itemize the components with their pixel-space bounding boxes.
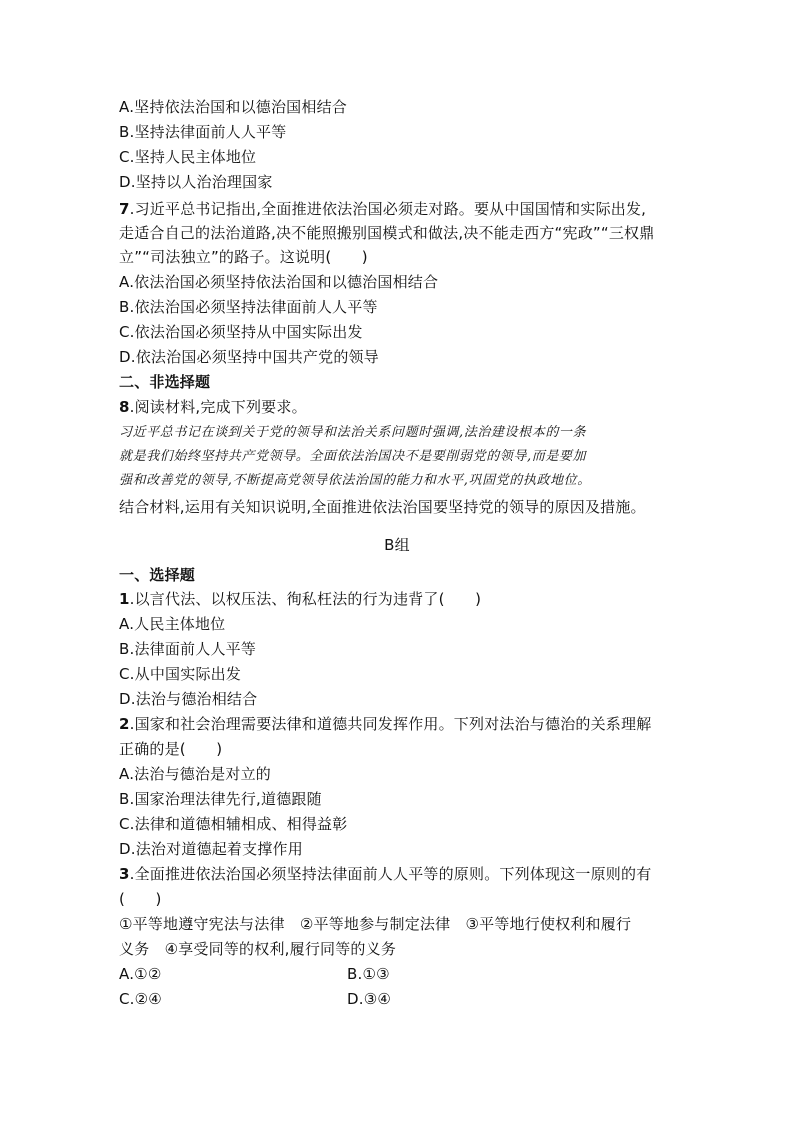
q7-option-b: B.依法治国必须坚持法律面前人人平等 bbox=[119, 298, 378, 316]
q8-stem bbox=[119, 397, 307, 417]
b-q3-option-b: B.①③ bbox=[347, 965, 390, 983]
q7-option-d: D.依法治国必须坚持中国共产党的领导 bbox=[119, 348, 379, 366]
q7-number: 7 bbox=[119, 200, 130, 218]
b-q2-option-a: A.法治与德治是对立的 bbox=[119, 765, 271, 783]
b-q3-options-row-2 bbox=[119, 989, 392, 1009]
section-title-choice: 一、选择题 bbox=[119, 566, 196, 584]
group-b-title: B组 bbox=[384, 536, 410, 554]
b-q1-number: 1 bbox=[119, 590, 130, 608]
q7-stem-line-2: 走适合自己的法治道路,决不能照搬别国模式和做法,决不能走西方“宪政”“三权鼎 bbox=[119, 224, 655, 242]
q7-stem-line-1 bbox=[119, 199, 646, 219]
q7-option-a: A.依法治国必须坚持依法治国和以德治国相结合 bbox=[119, 273, 439, 291]
q8-material-line-1: 习近平总书记在谈到关于党的领导和法治关系问题时强调,法治建设根本的一条 bbox=[119, 425, 587, 440]
b-q2-number: 2 bbox=[119, 715, 130, 733]
q8-stem-text: .阅读材料,完成下列要求。 bbox=[129, 398, 307, 416]
q7-option-c: C.依法治国必须坚持从中国实际出发 bbox=[119, 323, 363, 341]
q6-option-b: B.坚持法律面前人人平等 bbox=[119, 123, 287, 141]
b-q3-number: 3 bbox=[119, 865, 130, 883]
b-q3-option-a: A.①② bbox=[119, 965, 162, 983]
b-q2-option-d: D.法治对道德起着支撑作用 bbox=[119, 840, 303, 858]
b-q3-stem-line-2: ( ) bbox=[119, 890, 162, 908]
b-q3-option-d: D.③④ bbox=[347, 990, 392, 1008]
b-q3-option-c: C.②④ bbox=[119, 990, 162, 1008]
q8-requirement: 结合材料,运用有关知识说明,全面推进依法治国要坚持党的领导的原因及措施。 bbox=[119, 498, 646, 516]
q8-material-line-2: 就是我们始终坚持共产党领导。全面依法治国决不是要削弱党的领导,而是要加 bbox=[119, 449, 587, 464]
b-q3-statements-line-1: ①平等地遵守宪法与法律 ②平等地参与制定法律 ③平等地行使权利和履行 bbox=[119, 915, 632, 933]
b-q1-option-d: D.法治与德治相结合 bbox=[119, 690, 258, 708]
b-q2-option-c: C.法律和道德相辅相成、相得益彰 bbox=[119, 815, 348, 833]
q6-option-c: C.坚持人民主体地位 bbox=[119, 148, 257, 166]
b-q3-stem-text: .全面推进依法治国必须坚持法律面前人人平等的原则。下列体现这一原则的有 bbox=[129, 865, 652, 883]
b-q2-option-b: B.国家治理法律先行,道德跟随 bbox=[119, 790, 322, 808]
b-q1-stem-text: .以言代法、以权压法、徇私枉法的行为违背了( ) bbox=[129, 590, 482, 608]
b-q1-option-b: B.法律面前人人平等 bbox=[119, 640, 257, 658]
b-q2-stem-line-2: 正确的是( ) bbox=[119, 740, 223, 758]
b-q1-option-c: C.从中国实际出发 bbox=[119, 665, 242, 683]
q7-stem-text: .习近平总书记指出,全面推进依法治国必须走对路。要从中国国情和实际出发, bbox=[129, 200, 647, 218]
q8-number: 8 bbox=[119, 398, 130, 416]
b-q2-stem-line-1 bbox=[119, 714, 651, 734]
b-q1-stem bbox=[119, 589, 481, 609]
b-q3-options-row-1 bbox=[119, 964, 390, 984]
b-q1-option-a: A.人民主体地位 bbox=[119, 615, 226, 633]
q8-material-line-3: 强和改善党的领导,不断提高党领导依法治国的能力和水平,巩固党的执政地位。 bbox=[119, 473, 591, 488]
q6-option-a: A.坚持依法治国和以德治国相结合 bbox=[119, 98, 347, 116]
b-q3-stem-line-1 bbox=[119, 864, 651, 884]
b-q2-stem-text: .国家和社会治理需要法律和道德共同发挥作用。下列对法治与德治的关系理解 bbox=[129, 715, 652, 733]
section-title-non-choice: 二、非选择题 bbox=[119, 373, 211, 391]
b-q3-statements-line-2: 义务 ④享受同等的权利,履行同等的义务 bbox=[119, 940, 397, 958]
q6-option-d: D.坚持以人治治理国家 bbox=[119, 173, 273, 191]
q7-stem-line-3: 立”“司法独立”的路子。这说明( ) bbox=[119, 248, 368, 266]
